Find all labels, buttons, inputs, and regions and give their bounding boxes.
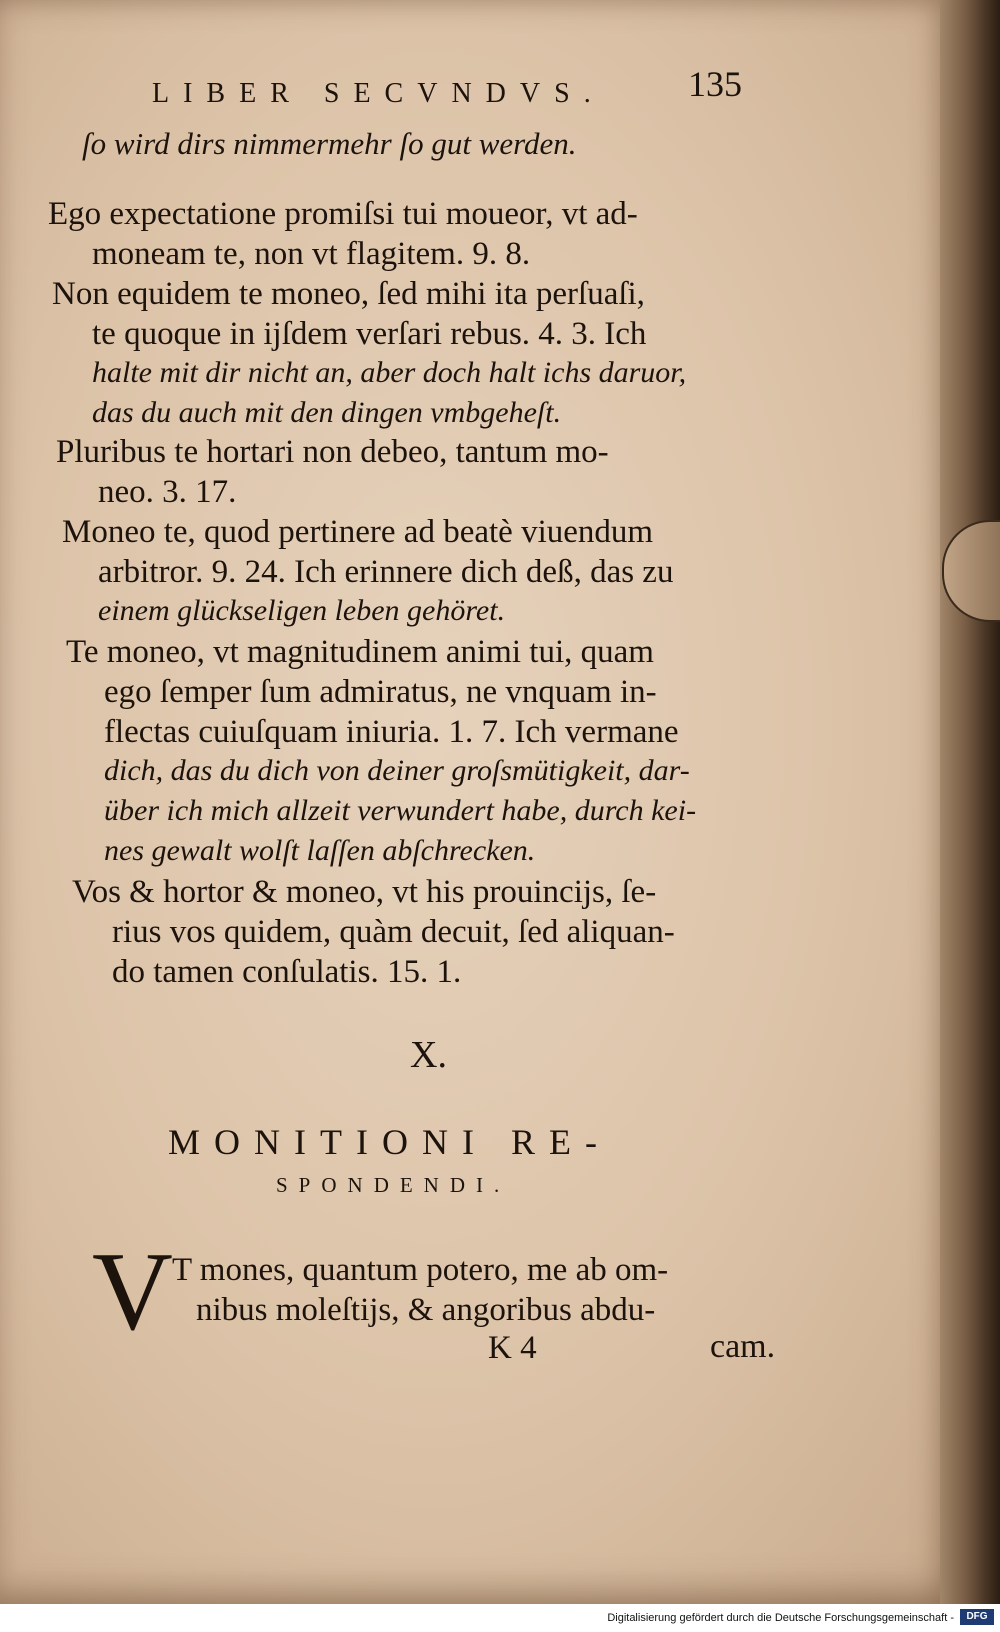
- text-line: moneam te, non vt flagitem. 9. 8.: [92, 236, 531, 272]
- text-line: Ego expectatione promiſsi tui moueor, vt ad-: [48, 196, 638, 232]
- text-line: neo. 3. 17.: [98, 474, 237, 510]
- section-title-continued: SPONDENDI.: [276, 1173, 511, 1197]
- text-line: dich, das du dich von deiner groſsmütigkeit, dar-: [104, 754, 690, 787]
- drop-cap: V: [92, 1230, 173, 1354]
- text-line: Vos & hortor & moneo, vt his prouincijs, ſe-: [72, 874, 657, 910]
- text-line: das du auch mit den dingen vmbgeheſt.: [92, 396, 562, 429]
- text-line: einem glückseligen leben gehöret.: [98, 594, 506, 627]
- signature-mark: K 4: [488, 1330, 537, 1366]
- text-line: arbitror. 9. 24. Ich erinnere dich deß, das zu: [98, 554, 674, 590]
- section-number: X.: [410, 1034, 447, 1076]
- text-line: ſo wird dirs nimmermehr ſo gut werden.: [82, 126, 577, 161]
- text-line: Moneo te, quod pertinere ad beatè viuendum: [62, 514, 654, 550]
- text-line: rius vos quidem, quàm decuit, ſed aliquan-: [112, 914, 675, 950]
- page-number: 135: [688, 64, 742, 104]
- text-line: flectas cuiuſquam iniuria. 1. 7. Ich vermane: [104, 714, 679, 750]
- text-line: nes gewalt wolſt laſſen abſchrecken.: [104, 834, 536, 867]
- dfg-logo: DFG: [960, 1609, 994, 1625]
- footer-credit: Digitalisierung gefördert durch die Deutsche Forschungsgemeinschaft -: [607, 1612, 954, 1624]
- text-line: te quoque in ijſdem verſari rebus. 4. 3. Ich: [92, 316, 647, 352]
- running-head: LIBER SECVNDVS.: [152, 78, 605, 109]
- text-line: ego ſemper ſum admiratus, ne vnquam in-: [104, 674, 657, 710]
- section-title: MONITIONI RE-: [168, 1122, 611, 1162]
- text-line: Non equidem te moneo, ſed mihi ita perſuaſi,: [52, 276, 645, 312]
- text-line: T mones, quantum potero, me ab om-: [172, 1252, 669, 1288]
- text-line: über ich mich allzeit verwundert habe, durch kei-: [104, 794, 697, 827]
- text-line: nibus moleſtijs, & angoribus abdu-: [196, 1292, 656, 1328]
- page-edge: [940, 0, 1000, 1604]
- text-line: Te moneo, vt magnitudinem animi tui, quam: [66, 634, 654, 670]
- digitization-footer: [0, 1604, 1000, 1632]
- catchword: cam.: [710, 1328, 776, 1365]
- text-line: Pluribus te hortari non debeo, tantum mo-: [56, 434, 609, 470]
- text-line: halte mit dir nicht an, aber doch halt ichs daruor,: [92, 356, 687, 389]
- text-line: do tamen conſulatis. 15. 1.: [112, 954, 462, 990]
